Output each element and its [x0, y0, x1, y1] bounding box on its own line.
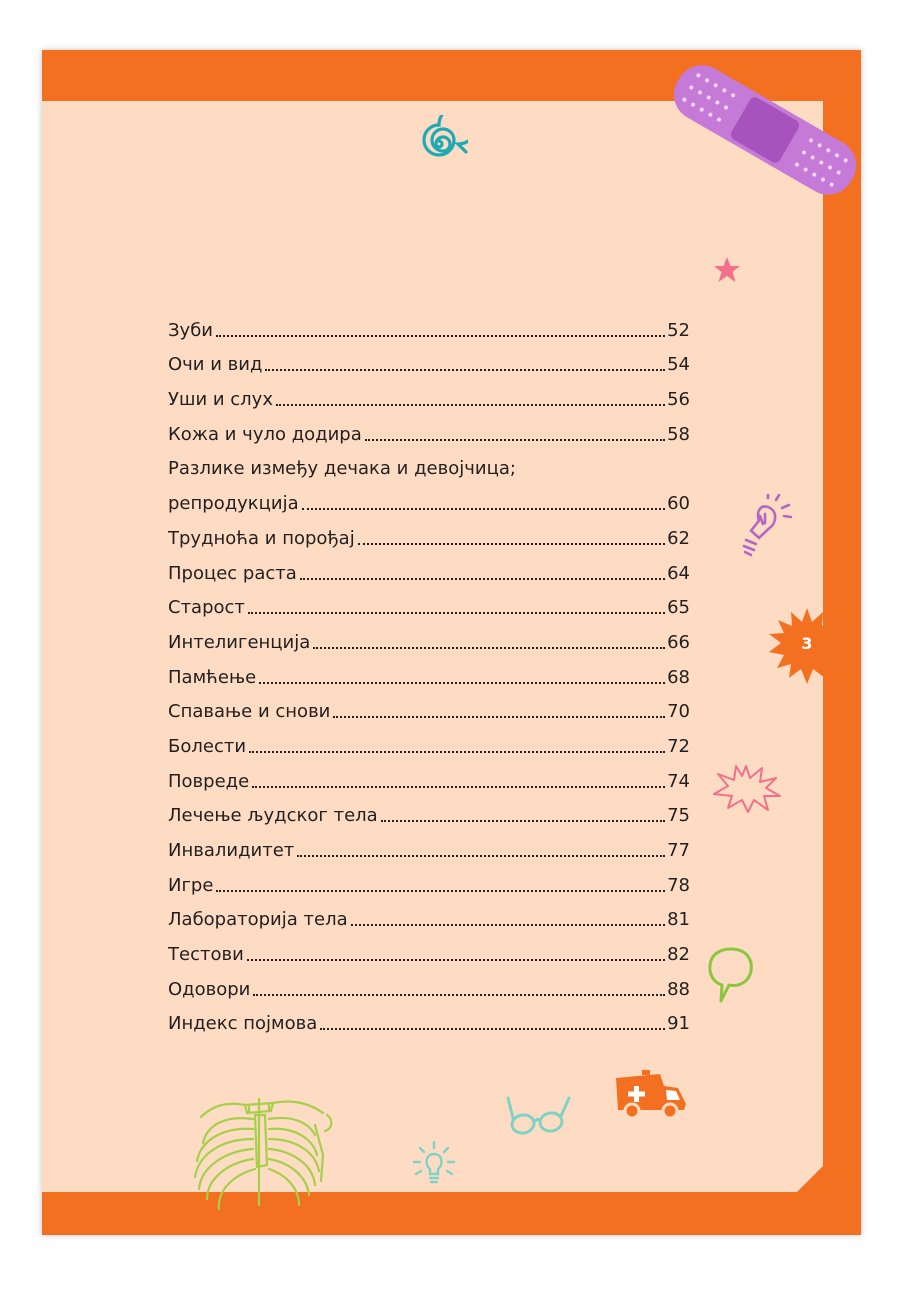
- toc-entry: [168, 444, 690, 479]
- toc-entry: [168, 478, 690, 513]
- toc-leader-dots: [216, 335, 665, 337]
- toc-entry-page: 75: [667, 805, 690, 827]
- toc-entry: [168, 305, 690, 340]
- toc-entry-page: 58: [667, 423, 690, 445]
- small-lightbulb-icon: [408, 1138, 460, 1190]
- toc-entry: [168, 721, 690, 756]
- toc-leader-dots: [248, 612, 665, 614]
- toc-entry-title: Лечење људског тела: [168, 805, 378, 827]
- toc-leader-dots: [253, 994, 665, 996]
- toc-entry: [168, 929, 690, 964]
- toc-entry: [168, 756, 690, 791]
- toc-entry: [168, 999, 690, 1034]
- toc-entry-title: Индекс појмова: [168, 1013, 318, 1035]
- toc-entry-title: Трудноћа и порођај: [168, 527, 355, 549]
- toc-entry-page: 72: [667, 735, 690, 757]
- toc-entry-title: Кожа и чуло додира: [168, 423, 362, 445]
- toc-entry-page: 77: [667, 840, 690, 861]
- toc-leader-dots: [302, 508, 665, 510]
- toc-entry-page: 82: [667, 944, 690, 966]
- toc-entry-page: 52: [667, 319, 690, 341]
- toc-leader-dots: [252, 786, 665, 788]
- page-number: 3: [801, 634, 813, 653]
- ambulance-icon: [612, 1070, 690, 1122]
- glasses-icon: [505, 1092, 575, 1140]
- toc-entry: [168, 374, 690, 409]
- toc-entry: [168, 617, 690, 652]
- toc-entry-title: Повреде: [168, 770, 250, 792]
- toc-leader-dots: [381, 820, 665, 822]
- toc-entry-title: Одовори: [168, 978, 251, 1000]
- toc-leader-dots: [313, 647, 665, 649]
- toc-entry-page: 64: [667, 562, 690, 584]
- toc-entry: [168, 652, 690, 687]
- toc-entry: [168, 340, 690, 375]
- toc-entry-page: 91: [667, 1013, 690, 1035]
- toc-entry-title: Уши и слух: [168, 389, 273, 411]
- toc-leader-dots: [265, 369, 665, 371]
- toc-leader-dots: [276, 404, 665, 406]
- toc-entry-title: Тестови: [168, 944, 244, 966]
- toc-leader-dots: [249, 751, 665, 753]
- toc-entry-title: Зуби: [168, 319, 213, 341]
- toc-entry-page: 81: [667, 909, 690, 931]
- toc-entry-title: Интелигенција: [168, 631, 311, 653]
- toc-entry: [168, 583, 690, 618]
- lightbulb-icon: [732, 494, 794, 560]
- toc-entry-page: 60: [667, 493, 690, 515]
- toc-leader-dots: [320, 1028, 665, 1030]
- toc-leader-dots: [247, 959, 665, 961]
- toc-entry: [168, 409, 690, 444]
- toc-leader-dots: [259, 682, 665, 684]
- toc-entry-title: Старост: [168, 597, 245, 619]
- toc-entry: [168, 825, 690, 860]
- toc-entry: [168, 964, 690, 999]
- toc-entry-page: 78: [667, 874, 690, 896]
- star-icon: [712, 255, 742, 285]
- toc-entry-title: репродукција: [168, 493, 299, 515]
- toc-entry: [168, 687, 690, 722]
- table-of-contents: [168, 305, 690, 1033]
- toc-leader-dots: [333, 716, 665, 718]
- toc-entry-page: 70: [667, 701, 690, 723]
- toc-leader-dots: [365, 439, 665, 441]
- toc-entry: [168, 895, 690, 930]
- toc-entry-title: Болести: [168, 735, 247, 757]
- toc-entry-page: 66: [667, 631, 690, 653]
- toc-entry-title: Очи и вид: [168, 354, 263, 376]
- spiral-icon: [410, 115, 468, 173]
- toc-entry-page: 65: [667, 597, 690, 619]
- toc-entry-title: Лабораторија тела: [168, 909, 348, 931]
- speech-bubble-icon: [705, 945, 757, 1007]
- toc-leader-dots: [358, 543, 665, 545]
- toc-entry: [168, 548, 690, 583]
- toc-entry-title: Разлике између дечака и девојчица;: [168, 458, 516, 480]
- toc-leader-dots: [297, 855, 665, 857]
- toc-entry-page: 68: [667, 666, 690, 688]
- toc-entry-page: 62: [667, 527, 690, 549]
- toc-entry: [168, 860, 690, 895]
- toc-entry: [168, 791, 690, 826]
- toc-leader-dots: [351, 924, 665, 926]
- toc-entry-page: 56: [667, 389, 690, 411]
- toc-entry-title: Инвалидитет: [168, 840, 295, 861]
- toc-entry-title: Игре: [168, 874, 214, 896]
- toc-entry-page: 74: [667, 770, 690, 792]
- toc-entry-page: 88: [667, 978, 690, 1000]
- toc-leader-dots: [216, 890, 665, 892]
- toc-entry-title: Спавање и снови: [168, 701, 331, 723]
- burst-outline-icon: [712, 762, 782, 814]
- ribcage-icon: [185, 1085, 335, 1225]
- toc-entry-title: Памћење: [168, 666, 257, 688]
- toc-entry: [168, 513, 690, 548]
- toc-entry-title: Процес раста: [168, 562, 297, 584]
- bandage-icon: [660, 40, 870, 220]
- toc-leader-dots: [300, 578, 665, 580]
- toc-entry-page: 54: [667, 354, 690, 376]
